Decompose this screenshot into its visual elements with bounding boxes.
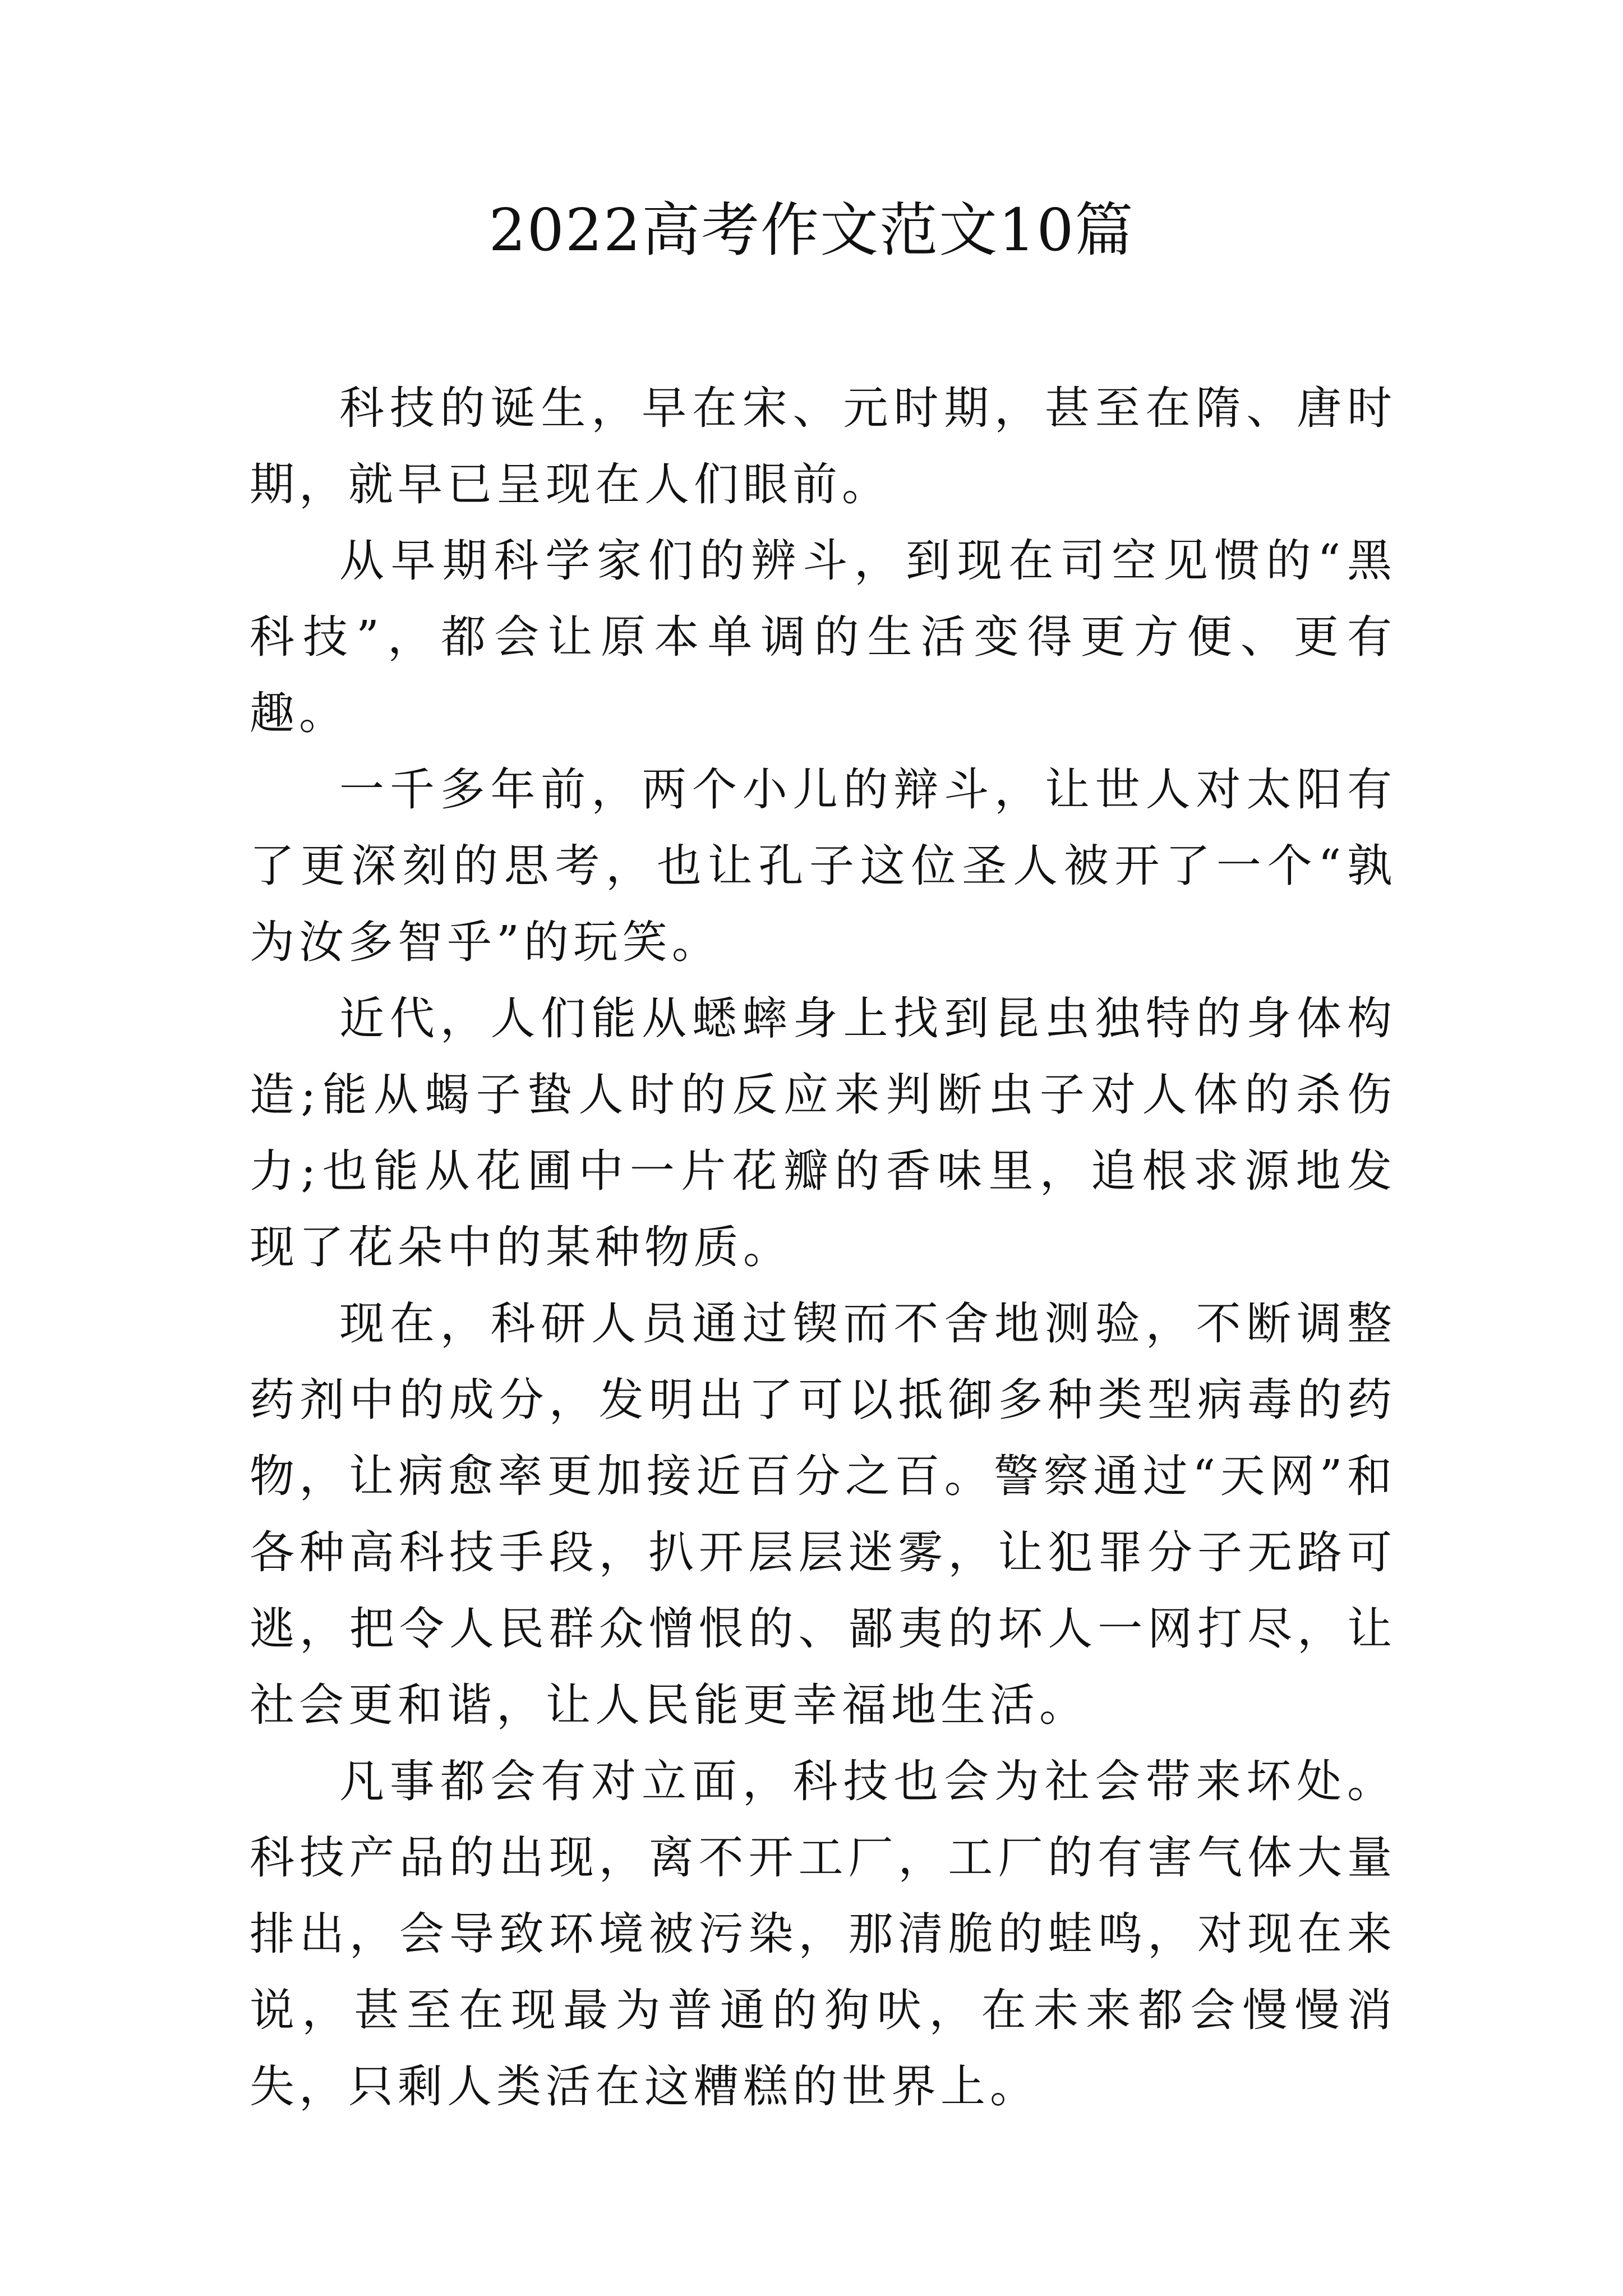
paragraph-1: 科技的诞生，早在宋、元时期，甚至在隋、唐时期，就早已呈现在人们眼前。 (250, 382, 1396, 510)
document-title: 2022高考作文范文10篇 (488, 196, 1135, 264)
paragraph-6: 凡事都会有对立面，科技也会为社会带来坏处。科技产品的出现，离不开工厂，工厂的有害气体大量排出，会导致环境被污染，那清脆的蛙鸣，对现在来说，甚至在现最为普通的狗吠，在未来都会慢慢消失，只剩人类活在这糟糕的世界上。 (250, 1755, 1396, 2113)
paragraph-3: 一千多年前，两个小儿的辩斗，让世人对太阳有了更深刻的思考，也让孔子这位圣人被开了一个“孰为汝多智乎”的玩笑。 (250, 763, 1396, 968)
paragraph-4: 近代，人们能从蟋蟀身上找到昆虫独特的身体构造;能从蝎子蛰人时的反应来判断虫子对人体的杀伤力;也能从花圃中一片花瓣的香味里，追根求源地发现了花朵中的某种物质。 (250, 992, 1396, 1273)
paragraph-5: 现在，科研人员通过锲而不舍地测验，不断调整药剂中的成分，发明出了可以抵御多种类型病毒的药物，让病愈率更加接近百分之百。警察通过“天网”和各种高科技手段，扒开层层迷雾，让犯罪分子无路可逃，把令人民群众憎恨的、鄙夷的坏人一网打尽，让社会更和谐，让人民能更幸福地生活。 (250, 1297, 1396, 1731)
paragraph-2: 从早期科学家们的辨斗，到现在司空见惯的“黑科技”，都会让原本单调的生活变得更方便、更有趣。 (250, 535, 1396, 739)
document-body (250, 370, 1396, 2125)
